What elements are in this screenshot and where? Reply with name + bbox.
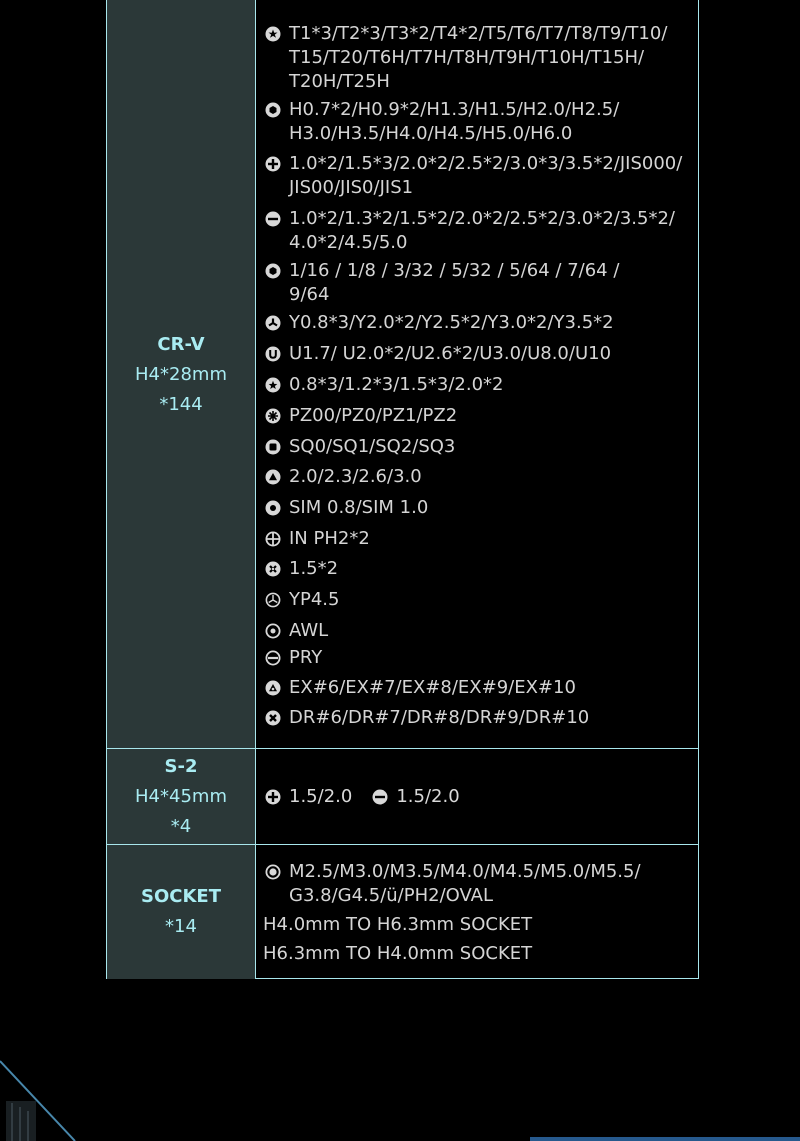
pentalobe-icon	[265, 377, 281, 393]
tri-wing-icon	[265, 315, 281, 331]
torx-icon	[265, 26, 281, 42]
list-item	[265, 557, 692, 581]
bit-spec: PRY	[289, 647, 323, 668]
category-cell	[107, 0, 256, 749]
list-item	[265, 496, 692, 520]
category-cell	[107, 749, 256, 845]
list-item	[265, 646, 692, 670]
socket-adapter-line: H4.0mm TO H6.3mm SOCKET	[263, 914, 533, 935]
phillips-icon	[265, 156, 281, 172]
bit-spec: T1*3/T2*3/T3*2/T4*2/T5/T6/T7/T8/T9/T10/ T15/T20/T6H/T7H/T8H/T9H/T10H/T15H/ T20H/T25H	[289, 23, 668, 92]
list-item	[265, 404, 692, 428]
list-item	[265, 373, 692, 397]
bit-spec: IN PH2*2	[289, 528, 370, 549]
hex-icon	[265, 102, 281, 118]
category-cell	[107, 845, 256, 979]
awl-icon	[265, 623, 281, 639]
list-item	[265, 676, 692, 700]
list-item	[265, 706, 692, 730]
cross-ring-icon	[265, 531, 281, 547]
row-s2	[107, 748, 698, 845]
row-socket	[107, 844, 698, 979]
slotted-icon	[372, 789, 388, 805]
sim-icon	[265, 500, 281, 516]
list-item	[265, 207, 692, 255]
slotted-icon	[265, 211, 281, 227]
list-item	[265, 98, 692, 146]
list-item	[265, 152, 692, 200]
bit-spec: DR#6/DR#7/DR#8/DR#9/DR#10	[289, 707, 590, 728]
hex-inch-icon	[265, 263, 281, 279]
socket-adapter-line: H6.3mm TO H4.0mm SOCKET	[263, 943, 533, 964]
category-count: *144	[159, 393, 203, 415]
bit-spec: YP4.5	[289, 589, 340, 610]
bit-spec: 2.0/2.3/2.6/3.0	[289, 466, 422, 487]
list-item	[265, 22, 692, 94]
category-name: SOCKET	[141, 886, 221, 907]
category-size: H4*45mm	[135, 786, 227, 807]
u-shape-icon	[265, 346, 281, 362]
bit-spec: 1.5/2.0	[396, 786, 460, 807]
list-item	[265, 259, 662, 307]
list-item	[265, 435, 692, 459]
bit-spec: PZ00/PZ0/PZ1/PZ2	[289, 405, 458, 426]
list-item	[265, 465, 692, 489]
category-count: *14	[165, 916, 197, 937]
bit-spec: 1.5/2.0	[289, 786, 353, 807]
bit-spec: M2.5/M3.0/M3.5/M4.0/M4.5/M5.0/M5.5/ G3.8/G4.5/ü/PH2/OVAL	[289, 861, 641, 906]
decorative-glow-lines	[0, 1051, 800, 1141]
cross-x-icon	[265, 561, 281, 577]
phillips-icon	[265, 789, 281, 805]
list-item	[265, 860, 692, 908]
bit-spec: H0.7*2/H0.9*2/H1.3/H1.5/H2.0/H2.5/ H3.0/H3.5/H4.0/H4.5/H5.0/H6.0	[289, 99, 620, 144]
triangle-icon	[265, 469, 281, 485]
bit-spec: SIM 0.8/SIM 1.0	[289, 497, 429, 518]
socket-icon	[265, 864, 281, 880]
bit-spec: 1.5*2	[289, 558, 339, 579]
external-hex-icon	[265, 680, 281, 696]
bit-spec: Y0.8*3/Y2.0*2/Y2.5*2/Y3.0*2/Y3.5*2	[289, 312, 614, 333]
category-count: *4	[170, 816, 192, 837]
category-size: H4*28mm	[135, 363, 227, 385]
list-item	[265, 619, 692, 643]
drive-x-icon	[265, 710, 281, 726]
list-item	[265, 527, 692, 551]
row-crv	[107, 0, 698, 749]
pozidriv-icon	[265, 408, 281, 424]
bit-spec: 1.0*2/1.3*2/1.5*2/2.0*2/2.5*2/3.0*2/3.5*2/ 4.0*2/4.5/5.0	[289, 208, 675, 253]
category-name: S-2	[164, 756, 198, 777]
list-item	[265, 588, 692, 612]
spec-table	[106, 0, 699, 979]
bit-spec: U1.7/ U2.0*2/U2.6*2/U3.0/U8.0/U10	[289, 343, 612, 364]
bit-spec: EX#6/EX#7/EX#8/EX#9/EX#10	[289, 677, 576, 698]
pry-icon	[265, 650, 281, 666]
list-item	[265, 342, 692, 366]
bit-spec: 1.0*2/1.5*3/2.0*2/2.5*2/3.0*3/3.5*2/JIS000/ JIS00/JIS0/JIS1	[289, 153, 683, 198]
category-name: CR-V	[157, 333, 205, 355]
bit-spec: 1/16 / 1/8 / 3/32 / 5/32 / 5/64 / 7/64 / 9/64	[289, 260, 620, 305]
tripoint-icon	[265, 592, 281, 608]
square-icon	[265, 439, 281, 455]
bit-spec: 0.8*3/1.2*3/1.5*3/2.0*2	[289, 374, 504, 395]
list-item	[265, 311, 692, 335]
bit-spec: SQ0/SQ1/SQ2/SQ3	[289, 436, 456, 457]
list-item	[265, 785, 460, 809]
bit-spec: AWL	[289, 620, 329, 641]
